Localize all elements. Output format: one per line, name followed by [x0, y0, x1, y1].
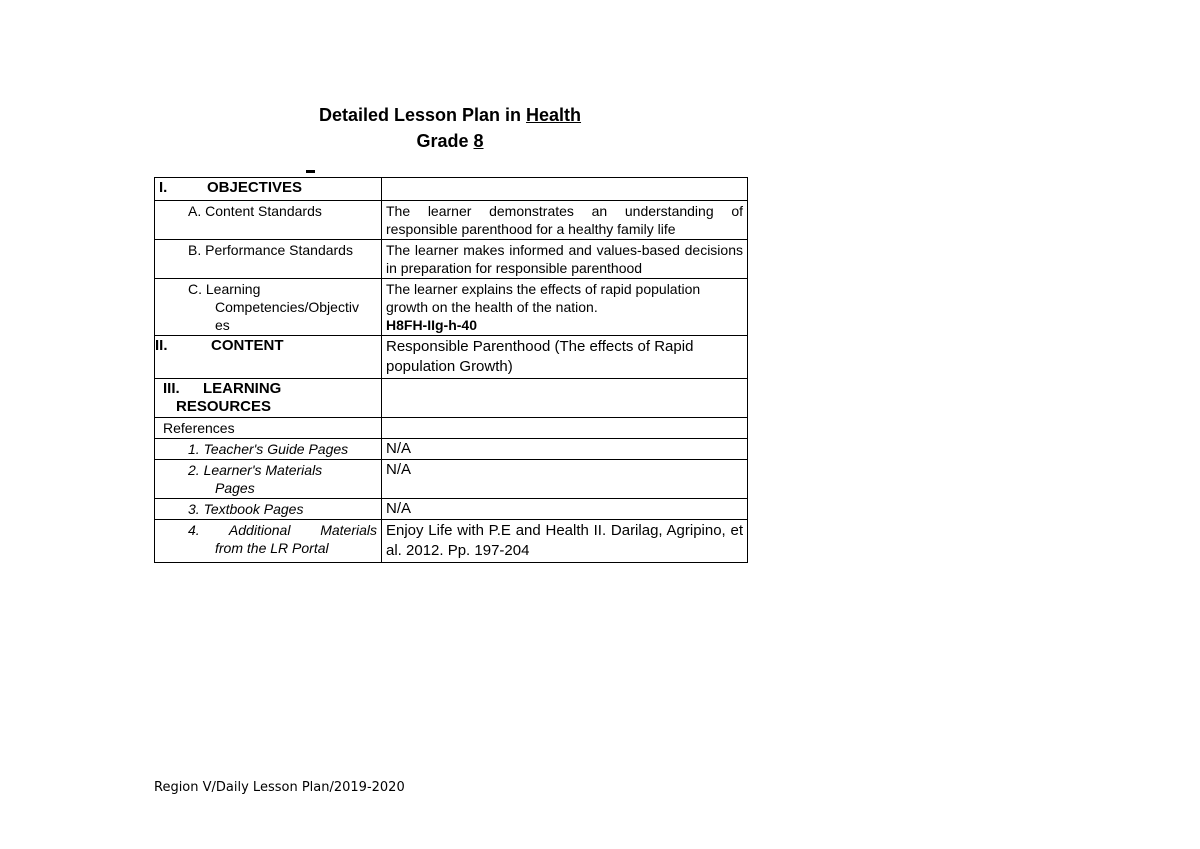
additional-materials-label-line2: from the LR Portal — [215, 540, 329, 556]
learning-competencies-row — [155, 279, 748, 336]
learning-resources-label-line2: RESOURCES — [176, 398, 272, 415]
additional-materials-row — [155, 520, 748, 563]
grade-value: 8 — [473, 131, 484, 151]
references-value — [382, 418, 748, 439]
subject-name: Health — [526, 105, 582, 125]
performance-standards-label: B. Performance Standards — [155, 240, 382, 279]
learners-materials-label-line2: Pages — [215, 480, 255, 496]
teachers-guide-label: 1. Teacher's Guide Pages — [155, 439, 382, 460]
content-heading — [155, 336, 382, 379]
learning-resources-label-line1: LEARNING — [203, 380, 282, 397]
grade-prefix: Grade — [416, 131, 474, 151]
objectives-label: OBJECTIVES — [207, 179, 303, 196]
content-row — [155, 336, 748, 379]
performance-standards-row — [155, 240, 748, 279]
learning-competencies-label-line2: Competencies/Objectiv es — [215, 299, 359, 333]
learning-competencies-text: The learner explains the effects of rapid population growth on the health of the nation. — [386, 281, 701, 315]
document-title — [250, 105, 650, 126]
learning-competencies-value — [382, 279, 748, 336]
content-label: CONTENT — [211, 337, 284, 354]
stray-mark — [306, 170, 315, 173]
content-standards-value: The learner demonstrates an understanding of responsible parenthood for a healthy family life — [382, 201, 748, 240]
lesson-plan-table — [154, 177, 748, 563]
objectives-value — [382, 178, 748, 201]
teachers-guide-value: N/A — [382, 439, 748, 460]
additional-materials-label — [155, 520, 382, 563]
learning-competencies-label-line1: C. Learning — [188, 281, 261, 297]
objectives-heading — [155, 178, 382, 201]
teachers-guide-row — [155, 439, 748, 460]
additional-materials-label-line1: 4. Additional Materials — [188, 522, 377, 538]
content-value: Responsible Parenthood (The effects of Rapid population Growth) — [382, 336, 748, 379]
title-prefix: Detailed Lesson Plan in — [318, 105, 527, 125]
learning-resources-value — [382, 379, 748, 418]
references-label: References — [155, 418, 382, 439]
learners-materials-label — [155, 460, 382, 499]
grade-heading — [250, 131, 650, 152]
textbook-label: 3. Textbook Pages — [155, 499, 382, 520]
learners-materials-value: N/A — [382, 460, 748, 499]
learning-resources-row — [155, 379, 748, 418]
objectives-row — [155, 178, 748, 201]
performance-standards-value: The learner makes informed and values-based decisions in preparation for responsible parenthood — [382, 240, 748, 279]
references-row — [155, 418, 748, 439]
content-number: II. — [155, 337, 168, 354]
learning-competencies-label — [155, 279, 382, 336]
textbook-row — [155, 499, 748, 520]
content-standards-row — [155, 201, 748, 240]
textbook-value: N/A — [382, 499, 748, 520]
content-standards-label: A. Content Standards — [155, 201, 382, 240]
learners-materials-label-line1: 2. Learner's Materials — [188, 462, 323, 478]
page-footer: Region V/Daily Lesson Plan/2019-2020 — [154, 780, 405, 795]
learners-materials-row — [155, 460, 748, 499]
additional-materials-value: Enjoy Life with P.E and Health II. Darilag, Agripino, et al. 2012. Pp. 197-204 — [382, 520, 748, 563]
learning-resources-number: III. — [163, 380, 180, 397]
objectives-number: I. — [159, 179, 168, 196]
learning-resources-heading — [155, 379, 382, 418]
competency-code: H8FH-IIg-h-40 — [386, 317, 477, 333]
